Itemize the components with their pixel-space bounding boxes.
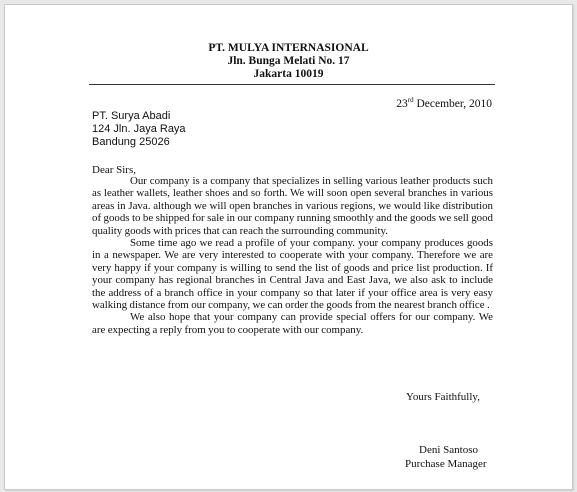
closing: Yours Faithfully, (406, 391, 480, 403)
salutation: Dear Sirs, (92, 164, 136, 176)
signer-name: Deni Santoso (419, 444, 478, 456)
document-page (4, 4, 573, 490)
recipient-address (92, 110, 186, 149)
body-paragraph-3: We also hope that your company can provide special offers for our company. We are expecting a reply from you to cooperate with our company. (92, 311, 493, 336)
letter-date (396, 98, 492, 110)
recipient-city: Bandung 25026 (92, 136, 170, 148)
date-rest: December, 2010 (413, 98, 492, 110)
date-day: 23 (396, 98, 408, 110)
signer-position: Purchase Manager (405, 458, 487, 470)
recipient-name: PT. Surya Abadi (92, 110, 171, 122)
recipient-street: 124 Jln. Jaya Raya (92, 123, 186, 135)
letterhead-address-line2: Jakarta 10019 (253, 68, 324, 80)
letter-body (92, 175, 493, 336)
body-paragraph-1: Our company is a company that specializes in selling various leather products such as leather wallets, leather shoes and so forth. We will soon open several branches in various areas in Java. although we will open branches in various regions, we would like distribution of goods to be shipped for sale in our company running smoothly and the goods we sell good quality goods with prices that can reach the surrounding community. (92, 175, 493, 237)
letterhead-divider (89, 84, 495, 85)
body-paragraph-2: Some time ago we read a profile of your company. your company produces goods in a newspaper. We are very interested to cooperate with your company. Therefore we are very happy if your company is willing to send the list of goods and price list production. If your company has regional branches in Central Java and East Java, we also ask to include the address of a branch office in your company so that later if your office area is very easy walking distance from our company, we can order the goods from the nearest branch office . (92, 237, 493, 312)
letterhead-company: PT. MULYA INTERNASIONAL (208, 42, 369, 54)
letterhead-address-line1: Jln. Bunga Melati No. 17 (227, 55, 350, 67)
date-suffix: rd (407, 96, 414, 105)
letterhead (5, 42, 572, 81)
